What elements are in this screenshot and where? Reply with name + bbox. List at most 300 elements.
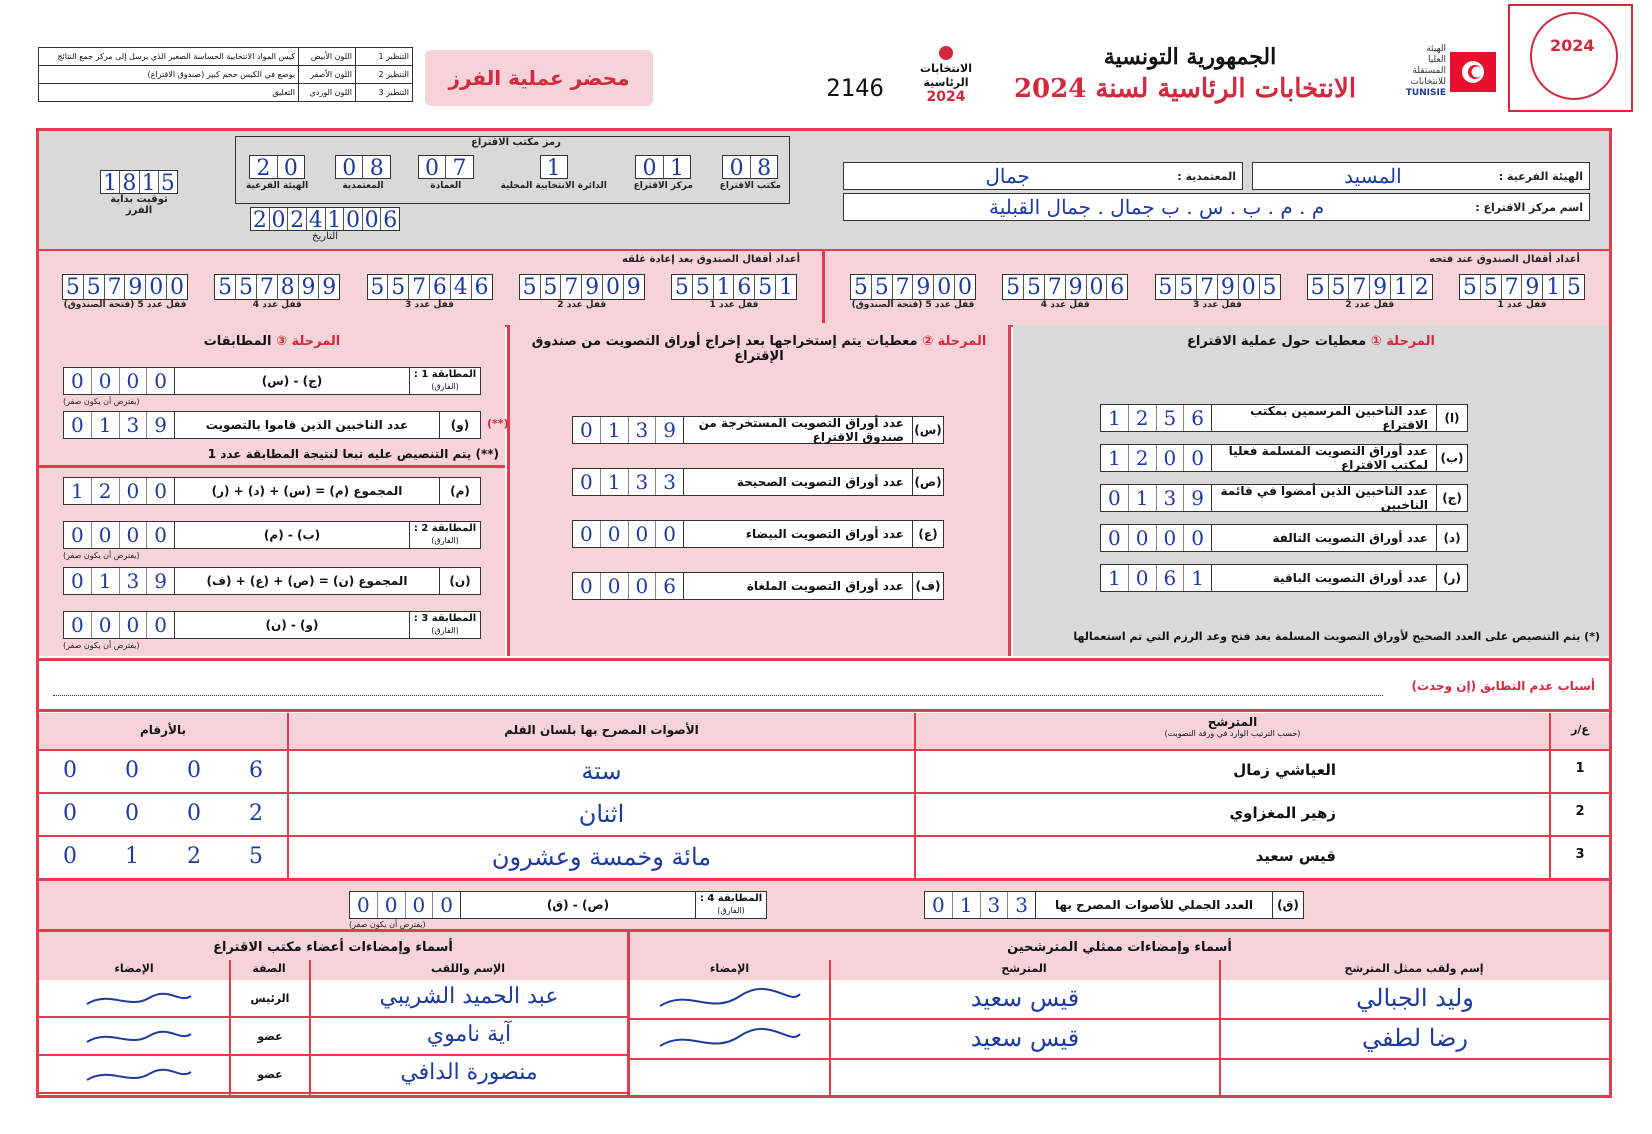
candidate-row (39, 792, 1609, 835)
digit-cell: 1 (714, 275, 735, 299)
lock-item (214, 274, 340, 320)
digit-cell: 0 (601, 521, 629, 547)
col-words-header: الأصوات المصرح بها بلسان القلم (504, 723, 699, 737)
row-label: عدد أوراق التصويت البيضاء (745, 527, 904, 541)
digit-cell: 1 (1101, 445, 1129, 471)
isie-logo: الهيئة العليا المستقلة للانتخابات TUNISIE (1405, 44, 1446, 98)
polling-code-field (335, 155, 391, 201)
digit-cell: 0 (406, 892, 434, 918)
row-code: (ج) (1436, 485, 1467, 511)
stage2-title: المرحلة ② معطيات يتم إستخراجها بعد إخراج أوراق التصويت من صندوق الإقتراع (531, 334, 987, 364)
locks-close-list (62, 274, 797, 320)
digit-cell: 5 (249, 844, 263, 869)
digit-cell: 2 (251, 208, 270, 230)
digit-cell: 7 (105, 275, 126, 299)
lock-digits[interactable] (1459, 274, 1585, 300)
polling-code-fields (246, 155, 781, 201)
official-stamp (1508, 4, 1633, 112)
rep-name[interactable]: رضا لطفي (1361, 1024, 1469, 1052)
row-label: عدد أوراق التصويت الباقية (1272, 571, 1428, 585)
candidate-name: قيس سعيد (1255, 847, 1336, 865)
mismatch-row (39, 658, 1609, 712)
row-code: (س) (912, 417, 943, 443)
lock-digits[interactable] (214, 274, 340, 300)
lock-item (62, 274, 188, 320)
stage1-title: المرحلة ① معطيات حول عملية الاقتراع (1187, 334, 1435, 349)
digit-cell: 0 (120, 612, 148, 638)
digit-cell: 6 (430, 275, 451, 299)
center-value: م . م . ب . س . ب جمال . جمال القبلية (989, 195, 1325, 219)
col-digits-header: بالأرقام (139, 723, 186, 737)
digit-cell: 3 (629, 417, 657, 443)
reps-title: أسماء وإمضاءات ممثلي المترشحين (1007, 940, 1232, 955)
digit-cell: 0 (934, 275, 955, 299)
stage1-note: (*) يتم التنصيص على العدد الصحيح لأوراق التصويت المسلمة بعد فتح وعد الرزم التي تم استعمالها (1073, 630, 1600, 643)
digit-cell: 0 (154, 613, 167, 637)
member-signature[interactable] (79, 1024, 199, 1050)
total-votes-field[interactable]: (ق) العدد الجملي للأصوات المصرح بها 0 1 3 3 (924, 891, 1304, 919)
digit-cell: 0 (1087, 275, 1108, 299)
digit-cell: 0 (1191, 526, 1204, 550)
lock-label: قفل عدد 3 (1193, 300, 1242, 310)
lock-item (1459, 274, 1585, 320)
member-name[interactable]: آية ناموي (426, 1022, 512, 1047)
digit-cell: 1 (92, 412, 120, 438)
lock-digits[interactable] (1155, 274, 1281, 300)
digit-cell: 0 (336, 156, 364, 178)
digit-cell: 5 (1481, 275, 1502, 299)
digit-cell: 0 (120, 478, 148, 504)
digit-cell: 8 (278, 275, 299, 299)
sum-m-field[interactable]: (م) المجموع (م) = (س) + (د) + (ر) 1 2 0 0 (63, 477, 481, 505)
digit-cell: 1 (779, 275, 794, 300)
digit-cell: 8 (757, 156, 772, 181)
digit-cell: 7 (1045, 275, 1066, 299)
digit-cell: 2 (1414, 275, 1429, 300)
digit-cell: 4 (307, 208, 326, 230)
candidate-num: 3 (1575, 847, 1585, 862)
row-digits (1101, 565, 1212, 591)
digit-cell: 6 (663, 574, 676, 598)
candidate-votes-words[interactable]: ستة (581, 757, 622, 785)
rep-col-rep: إسم ولقب ممثل المترشح (1344, 962, 1484, 975)
stage-row[interactable] (572, 416, 944, 444)
form-title: محضر عملية الفرز (425, 50, 653, 106)
digit-cell: 2 (288, 208, 307, 230)
digit-cell: 6 (734, 275, 755, 299)
digit-cell: 0 (170, 275, 185, 300)
stage-row[interactable] (1100, 564, 1468, 592)
row-code: (ب) (1436, 445, 1467, 471)
polling-code-field (720, 155, 781, 201)
rep-row (630, 1020, 1609, 1060)
member-row (39, 1056, 627, 1094)
candidate-votes-words[interactable]: مائة وخمسة وعشرون (491, 843, 712, 871)
mismatch-line[interactable] (53, 695, 1383, 696)
rep-name[interactable]: وليد الجبالي (1356, 984, 1474, 1012)
branch-field[interactable]: الهيئة الفرعية : المسيد (1252, 162, 1590, 190)
start-time-digits[interactable] (100, 170, 178, 194)
digit-cell: 0 (146, 275, 167, 299)
digit-cell: 7 (1197, 275, 1218, 299)
row-label: عدد أوراق التصويت الصحيحة (736, 475, 904, 489)
digit-cell: 2 (187, 844, 201, 869)
digit-cell: 0 (636, 156, 664, 178)
col-num-header: ع/ر (1571, 723, 1589, 736)
digit-cell: 7 (1349, 275, 1370, 299)
digit-cell: 1 (546, 156, 561, 181)
voters-marker: (**) (487, 417, 509, 430)
digit-cell: 1 (326, 208, 345, 230)
digit-cell: 0 (601, 573, 629, 599)
digit-cell: 0 (125, 801, 139, 826)
stage-row[interactable] (572, 468, 944, 496)
col-name-header: المترشح (حسب الترتيب الوارد في ورقة التصويت) (1164, 715, 1301, 738)
digit-cell: 5 (1024, 275, 1045, 299)
digit-cell: 5 (368, 275, 389, 299)
digit-cell: 0 (723, 156, 751, 178)
member-col-role: الصفة (252, 962, 286, 975)
digit-cell: 5 (1176, 275, 1197, 299)
polling-code-digits[interactable] (540, 155, 568, 179)
member-name[interactable]: منصورة الدافي (400, 1060, 538, 1085)
digit-cell: 0 (629, 573, 657, 599)
election-logo: الانتخابات الرئاسية 2024 (915, 46, 977, 104)
digit-cell: 9 (154, 413, 167, 437)
digit-cell: 0 (1101, 525, 1129, 551)
candidate-num: 1 (1575, 761, 1585, 776)
digit-cell: 3 (120, 568, 148, 594)
digit-cell: 7 (893, 275, 914, 299)
polling-code-field-label: الهيئة الفرعية (246, 181, 309, 191)
polling-code-field (418, 155, 474, 201)
digit-cell: 1 (1129, 485, 1157, 511)
mismatch-label: أسباب عدم التطابق (إن وجدت) (1411, 679, 1595, 693)
lock-label: قفل عدد 5 (فتحة الصندوق) (63, 300, 187, 310)
digit-cell: 9 (663, 418, 676, 442)
member-role: عضو (257, 1068, 283, 1081)
digit-cell: 9 (154, 569, 167, 593)
digit-cell: 0 (283, 156, 298, 181)
digit-cell: 9 (1370, 275, 1391, 299)
row-digits (1101, 445, 1212, 471)
polling-code-field-label: مكتب الاقتراع (719, 181, 781, 191)
digit-cell: 8 (369, 156, 384, 181)
digit-cell: 1 (1391, 275, 1412, 299)
digit-cell: 5 (851, 275, 872, 299)
digit-cell: 0 (92, 612, 120, 638)
lock-digits[interactable] (1307, 274, 1433, 300)
digit-cell: 9 (582, 275, 603, 299)
row-label: عدد أوراق التصويت المستخرجة من صندوق الاقتراع (698, 416, 904, 444)
digit-cell: 1 (953, 892, 981, 918)
digit-cell: 5 (1567, 275, 1582, 300)
digit-cell: 7 (452, 156, 467, 181)
polling-code-heading: رمز مكتب الاقتراع (471, 137, 561, 148)
digit-cell: 9 (913, 275, 934, 299)
lock-item (671, 274, 797, 320)
rep-candidate[interactable]: قيس سعيد (970, 1024, 1080, 1052)
match4-zero-note: (يفترض أن يكون صفر) (349, 920, 426, 929)
lock-label: قفل عدد 4 (252, 300, 302, 310)
lock-digits[interactable] (367, 274, 493, 300)
digit-cell: 5 (1156, 275, 1177, 299)
digit-cell: 9 (1191, 486, 1204, 510)
polling-code-field (246, 155, 308, 201)
polling-code-digits[interactable] (249, 155, 305, 179)
polling-code-field-label: المعتمدية (342, 181, 384, 191)
digit-cell: 5 (388, 275, 409, 299)
locks-close-title: أعداد أقفال الصندوق بعد إعادة غلقه (621, 254, 800, 265)
digit-cell: 0 (120, 368, 148, 394)
digit-cell: 0 (125, 758, 139, 783)
candidate-votes-words[interactable]: اثنان (578, 800, 625, 828)
row-digits (573, 469, 684, 495)
stage3-title: المرحلة ③ المطابقات (203, 334, 341, 349)
digit-cell: 0 (154, 369, 167, 393)
lock-label: قفل عدد 3 (405, 300, 454, 310)
digit-cell: 1 (1191, 566, 1204, 590)
locks-open-list (850, 274, 1585, 320)
digit-cell: 0 (63, 758, 77, 783)
match2-zero-note: (يفترض أن يكون صفر) (63, 551, 140, 560)
lock-label: قفل عدد 2 (1345, 300, 1395, 310)
digit-cell: 4 (451, 275, 472, 299)
header (0, 0, 1652, 125)
stage-row[interactable] (572, 520, 944, 548)
member-role: عضو (257, 1030, 283, 1043)
digit-cell: 0 (63, 844, 77, 869)
digit-cell: 0 (363, 208, 382, 230)
election-title: الانتخابات الرئاسية لسنة 2024 (1013, 74, 1357, 104)
polling-code-digits[interactable] (418, 155, 474, 179)
digit-cell: 1 (601, 417, 629, 443)
lock-digits[interactable] (519, 274, 645, 300)
delegation-field[interactable]: المعتمدية : جمال (843, 162, 1243, 190)
member-col-signature: الإمضاء (114, 962, 154, 975)
digit-cell: 0 (154, 479, 167, 503)
republic-title: الجمهورية التونسية (1103, 44, 1277, 70)
digit-cell: 2 (1129, 445, 1157, 471)
member-role: الرئيس (250, 992, 290, 1005)
digit-cell: 6 (1191, 406, 1204, 430)
digit-cell: 5 (672, 275, 693, 299)
digit-cell: 9 (1522, 275, 1543, 299)
digit-cell: 9 (299, 275, 320, 299)
digit-cell: 5 (1308, 275, 1329, 299)
digit-cell: 1 (140, 171, 159, 193)
digit-cell: 1 (101, 171, 120, 193)
digit-cell: 0 (1157, 445, 1185, 471)
candidate-votes-digits[interactable] (39, 837, 287, 878)
row-label: عدد أوراق التصويت الملغاة (746, 579, 904, 593)
signatures-section (39, 932, 1609, 1095)
locks-open-title: أعداد أقفال الصندوق عند فتحه (1429, 254, 1580, 265)
digit-cell: 0 (187, 758, 201, 783)
candidate-votes-digits[interactable] (39, 794, 287, 835)
digit-cell: 6 (474, 275, 489, 300)
digit-cell: 5 (236, 275, 257, 299)
digit-cell: 9 (1218, 275, 1239, 299)
polling-code-field-label: مركز الاقتراع (633, 181, 693, 191)
digit-cell: 0 (1191, 446, 1204, 470)
date-box (250, 207, 400, 247)
digit-cell: 1 (1101, 565, 1129, 591)
stage-row[interactable] (1100, 484, 1468, 512)
stage-row[interactable] (1100, 404, 1468, 432)
lock-label: قفل عدد 1 (1497, 300, 1547, 310)
rep-signature[interactable] (650, 986, 810, 1014)
digit-cell: 1 (670, 156, 684, 181)
digit-cell: 5 (541, 275, 562, 299)
row-code: (ع) (912, 521, 943, 547)
polling-code-digits[interactable] (722, 155, 778, 179)
digit-cell: 0 (350, 892, 378, 918)
voters-note: (**) يتم التنصيص عليه تبعا لنتيجة المطابقة عدد 1 (207, 447, 499, 461)
digit-cell: 0 (573, 521, 601, 547)
match3-field[interactable]: المطابقة 3 : (الفارق) (و) - (ن) 0 0 0 0 (63, 611, 481, 639)
center-field[interactable]: اسم مركز الاقتراع : م . م . ب . س . ب جمال . جمال القبلية (843, 193, 1590, 221)
delegation-value: جمال (985, 164, 1030, 188)
lock-item (1155, 274, 1281, 320)
stamp-year: 2024 (1550, 36, 1595, 55)
digit-cell: 2 (92, 478, 120, 504)
digit-cell: 3 (1157, 485, 1185, 511)
digit-cell: 0 (92, 522, 120, 548)
digit-cell: 7 (409, 275, 430, 299)
polling-code-digits[interactable] (635, 155, 691, 179)
digit-cell: 9 (626, 275, 641, 300)
digit-cell: 9 (322, 275, 337, 300)
match1-field[interactable]: المطابقة 1 : (الفارق) (ج) - (س) 0 0 0 0 (63, 367, 481, 395)
rep-col-signature: الإمضاء (709, 962, 750, 975)
row-label: عدد أوراق التصويت التالفة (1272, 531, 1428, 545)
member-name[interactable]: عبد الحميد الشريبي (379, 984, 559, 1009)
digit-cell: 0 (573, 469, 601, 495)
row-label: عدد الناخبين الذين أمضوا في قائمة الناخبين (1220, 484, 1428, 512)
digit-cell: 0 (958, 275, 973, 300)
tunisia-flag-icon (1448, 50, 1498, 94)
digit-cell: 0 (603, 275, 624, 299)
stage-row[interactable] (1100, 444, 1468, 472)
lock-item (1307, 274, 1433, 320)
sum-n-field[interactable]: (ن) المجموع (ن) = (ص) + (ع) + (ف) 0 1 3 9 (63, 567, 481, 595)
lock-item (850, 274, 976, 320)
digit-cell: 0 (64, 368, 92, 394)
stage-row[interactable] (1100, 524, 1468, 552)
digit-cell: 6 (1110, 275, 1125, 300)
digit-cell: 0 (64, 522, 92, 548)
digit-cell: 9 (125, 275, 146, 299)
polling-code-digits[interactable] (335, 155, 391, 179)
date-label: التاريخ (312, 231, 338, 242)
digit-cell: 1 (1543, 275, 1564, 299)
digit-cell: 7 (561, 275, 582, 299)
lock-digits[interactable] (1002, 274, 1128, 300)
digit-cell: 0 (419, 156, 447, 178)
voters-field[interactable]: (و) عدد الناخبين الذين قاموا بالتصويت 0 1 3 9 (63, 411, 481, 439)
digit-cell: 0 (270, 208, 289, 230)
candidate-row (39, 835, 1609, 878)
digit-cell: 7 (1502, 275, 1523, 299)
digit-cell: 0 (440, 893, 453, 917)
member-signature[interactable] (79, 986, 199, 1012)
row-digits (573, 417, 684, 443)
lock-digits[interactable] (850, 274, 976, 300)
envelope-legend: التنظير 1 اللون الأبيض كيس المواد الانتخابية الحساسة الصغير الذي يرسل إلى مركز جمع النتائج التنظير 2 اللون الأصفر يوضع في الكيس حجم كبير (صندوق الاقتراع) التنظير 3 اللون الوردي التعليق (38, 47, 413, 102)
digit-cell: 0 (1101, 485, 1129, 511)
stage3-content (39, 325, 509, 656)
member-signature[interactable] (79, 1062, 199, 1088)
digit-cell: 0 (154, 523, 167, 547)
rep-signature[interactable] (650, 1026, 810, 1054)
digit-cell: 1 (1101, 405, 1129, 431)
digit-cell: 5 (1003, 275, 1024, 299)
candidate-row (39, 749, 1609, 792)
digit-cell: 0 (64, 568, 92, 594)
digit-cell: 3 (1015, 893, 1028, 917)
lock-item (519, 274, 645, 320)
candidate-name: زهير المغزاوي (1229, 804, 1336, 822)
match2-field[interactable]: المطابقة 2 : (الفارق) (ب) - (م) 0 0 0 0 (63, 521, 481, 549)
row-digits (573, 521, 684, 547)
stage-row[interactable] (572, 572, 944, 600)
digit-cell: 0 (64, 412, 92, 438)
digit-cell: 3 (629, 469, 657, 495)
match1-zero-note: (يفترض أن يكون صفر) (63, 397, 140, 406)
digit-cell: 2 (249, 801, 263, 826)
digit-cell: 0 (63, 801, 77, 826)
digit-cell: 3 (663, 470, 676, 494)
digit-cell: 3 (120, 412, 148, 438)
digit-cell: 9 (1066, 275, 1087, 299)
row-code: (ر) (1436, 565, 1467, 591)
polling-code-field-label: العمادة (430, 181, 462, 191)
totals-row (39, 878, 1609, 932)
branch-value: المسيد (1344, 164, 1402, 188)
digit-cell: 0 (1129, 565, 1157, 591)
candidate-name: العياشي زمال (1233, 761, 1336, 779)
polling-code-field (501, 155, 607, 201)
locks-divider (822, 249, 825, 323)
digit-cell: 5 (1460, 275, 1481, 299)
lock-item (1002, 274, 1128, 320)
candidate-votes-digits[interactable] (39, 751, 287, 792)
digit-cell: 7 (257, 275, 278, 299)
digit-cell: 5 (215, 275, 236, 299)
row-digits (1101, 405, 1212, 431)
match4-field[interactable]: المطابقة 4 : (الفارق) (ص) - (ق) 0 0 0 0 (349, 891, 767, 919)
start-time-box (100, 170, 178, 216)
lock-label: قفل عدد 4 (1040, 300, 1090, 310)
digit-cell: 1 (125, 844, 139, 869)
digit-cell: 0 (663, 522, 676, 546)
candidates-table (39, 713, 1609, 878)
digit-cell: 5 (872, 275, 893, 299)
digit-cell: 5 (1262, 275, 1277, 300)
date-digits[interactable] (250, 207, 400, 231)
digit-cell: 0 (120, 522, 148, 548)
digit-cell: 0 (573, 417, 601, 443)
rep-candidate[interactable]: قيس سعيد (970, 984, 1080, 1012)
lock-digits[interactable] (62, 274, 188, 300)
digit-cell: 5 (84, 275, 105, 299)
digit-cell: 5 (520, 275, 541, 299)
digit-cell: 6 (1157, 565, 1185, 591)
rep-row (630, 980, 1609, 1020)
lock-label: قفل عدد 2 (557, 300, 607, 310)
lock-digits[interactable] (671, 274, 797, 300)
